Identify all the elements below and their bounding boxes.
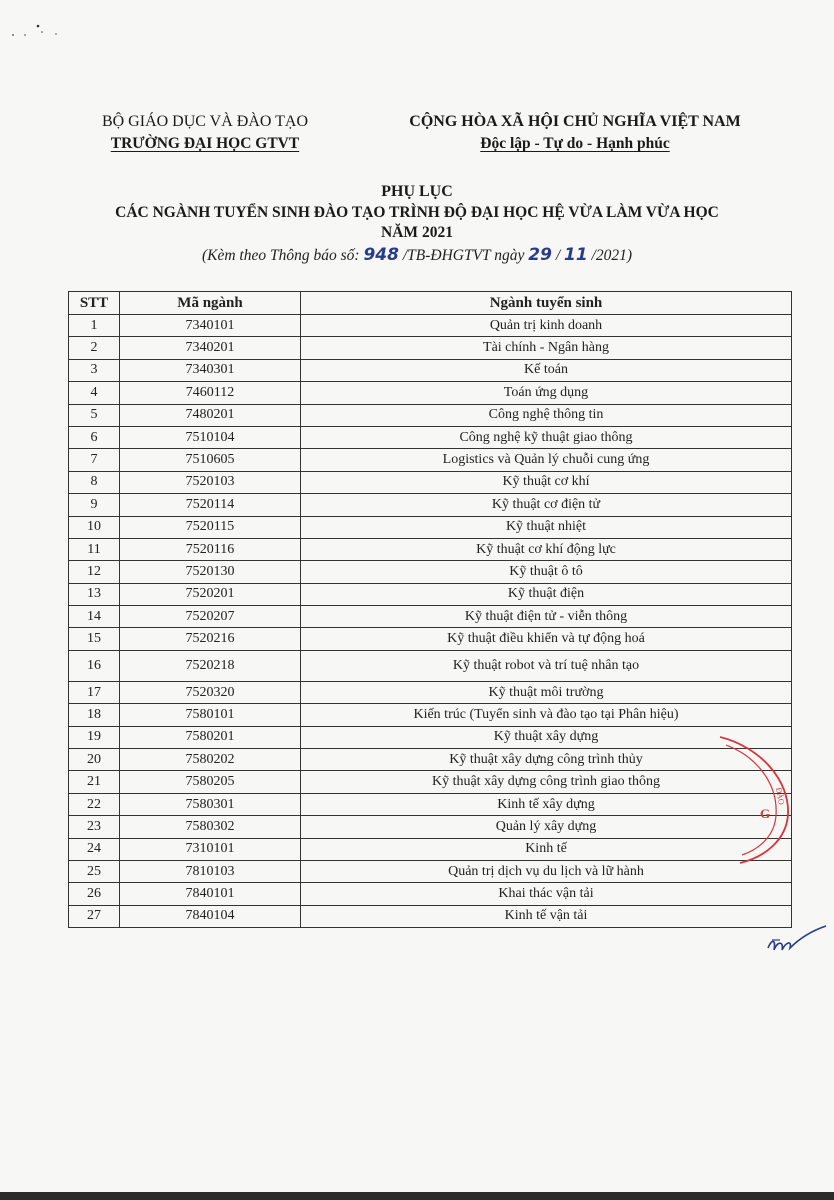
table-row xyxy=(69,771,792,793)
row-stt: 24 xyxy=(69,838,120,860)
ministry-name: BỘ GIÁO DỤC VÀ ĐÀO TẠO xyxy=(101,113,309,130)
reference-day: 29 xyxy=(528,245,552,265)
row-major: Kỹ thuật xây dựng xyxy=(301,726,792,748)
row-stt: 8 xyxy=(69,471,120,493)
row-major: Kỹ thuật cơ khí xyxy=(301,471,792,493)
table-row xyxy=(69,838,792,860)
row-code: 7520130 xyxy=(120,561,301,583)
university-name: TRƯỜNG ĐẠI HỌC GTVT xyxy=(110,135,300,152)
row-code: 7580302 xyxy=(120,816,301,838)
row-major: Kinh tế xây dựng xyxy=(301,793,792,815)
table-row xyxy=(69,650,792,681)
row-major: Quản trị kinh doanh xyxy=(301,315,792,337)
row-code: 7580205 xyxy=(120,771,301,793)
row-major: Kỹ thuật cơ khí động lực xyxy=(301,538,792,560)
row-stt: 16 xyxy=(69,650,120,681)
table-row xyxy=(69,449,792,471)
row-code: 7520216 xyxy=(120,628,301,650)
table-row xyxy=(69,749,792,771)
table-header-row xyxy=(69,292,792,315)
row-major: Công nghệ thông tin xyxy=(301,404,792,426)
row-stt: 15 xyxy=(69,628,120,650)
row-code: 7520114 xyxy=(120,494,301,516)
row-major: Kỹ thuật ô tô xyxy=(301,561,792,583)
row-code: 7580101 xyxy=(120,704,301,726)
row-stt: 4 xyxy=(69,382,120,404)
row-code: 7520207 xyxy=(120,606,301,628)
appendix-title: PHỤ LỤC xyxy=(381,183,453,200)
row-code: 7580201 xyxy=(120,726,301,748)
reference-prefix: (Kèm theo Thông báo số: xyxy=(201,247,360,264)
table-row xyxy=(69,359,792,381)
row-major: Kỹ thuật xây dựng công trình thủy xyxy=(301,749,792,771)
reference-line xyxy=(0,243,834,268)
reference-month: 11 xyxy=(564,245,588,265)
table-row xyxy=(69,905,792,927)
national-header xyxy=(370,111,780,155)
row-stt: 11 xyxy=(69,538,120,560)
document-title-block xyxy=(0,182,834,268)
row-code: 7310101 xyxy=(120,838,301,860)
row-stt: 25 xyxy=(69,860,120,882)
row-stt: 18 xyxy=(69,704,120,726)
table-row xyxy=(69,494,792,516)
table-row xyxy=(69,337,792,359)
table-row xyxy=(69,516,792,538)
row-major: Kế toán xyxy=(301,359,792,381)
table-row xyxy=(69,561,792,583)
row-code: 7580301 xyxy=(120,793,301,815)
table-row xyxy=(69,382,792,404)
row-code: 7340301 xyxy=(120,359,301,381)
row-major: Kỹ thuật nhiệt xyxy=(301,516,792,538)
row-stt: 17 xyxy=(69,681,120,703)
table-row xyxy=(69,315,792,337)
row-major: Kỹ thuật điện xyxy=(301,583,792,605)
row-code: 7520116 xyxy=(120,538,301,560)
header-major: Ngành tuyển sinh xyxy=(301,292,792,315)
table-row xyxy=(69,583,792,605)
row-major: Công nghệ kỹ thuật giao thông xyxy=(301,426,792,448)
row-code: 7810103 xyxy=(120,860,301,882)
row-major: Kỹ thuật điện tử - viễn thông xyxy=(301,606,792,628)
row-major: Kỹ thuật cơ điện tử xyxy=(301,494,792,516)
header-code: Mã ngành xyxy=(120,292,301,315)
row-major: Kinh tế vận tải xyxy=(301,905,792,927)
document-title: CÁC NGÀNH TUYỂN SINH ĐÀO TẠO TRÌNH ĐỘ ĐẠI HỌC HỆ VỪA LÀM VỪA HỌC xyxy=(115,204,719,221)
table-row xyxy=(69,426,792,448)
row-stt: 20 xyxy=(69,749,120,771)
table-row xyxy=(69,471,792,493)
row-code: 7510605 xyxy=(120,449,301,471)
table-row xyxy=(69,606,792,628)
row-stt: 5 xyxy=(69,404,120,426)
row-stt: 1 xyxy=(69,315,120,337)
row-stt: 22 xyxy=(69,793,120,815)
document-year: NĂM 2021 xyxy=(381,224,453,241)
row-stt: 2 xyxy=(69,337,120,359)
table-row xyxy=(69,628,792,650)
row-code: 7340201 xyxy=(120,337,301,359)
row-major: Toán ứng dụng xyxy=(301,382,792,404)
table-row xyxy=(69,704,792,726)
row-stt: 23 xyxy=(69,816,120,838)
row-major: Khai thác vận tải xyxy=(301,883,792,905)
row-stt: 10 xyxy=(69,516,120,538)
stamp-inner-arc xyxy=(726,745,776,855)
row-stt: 12 xyxy=(69,561,120,583)
row-major: Kỹ thuật xây dựng công trình giao thông xyxy=(301,771,792,793)
scan-bottom-edge xyxy=(0,1192,834,1200)
row-stt: 21 xyxy=(69,771,120,793)
official-stamp xyxy=(720,735,810,865)
row-code: 7520115 xyxy=(120,516,301,538)
reference-number: 948 xyxy=(363,245,399,265)
table-row xyxy=(69,793,792,815)
row-code: 7840104 xyxy=(120,905,301,927)
row-code: 7480201 xyxy=(120,404,301,426)
table-row xyxy=(69,816,792,838)
row-code: 7520218 xyxy=(120,650,301,681)
row-stt: 19 xyxy=(69,726,120,748)
row-code: 7520103 xyxy=(120,471,301,493)
row-stt: 3 xyxy=(69,359,120,381)
row-stt: 27 xyxy=(69,905,120,927)
row-major: Kỹ thuật điều khiển và tự động hoá xyxy=(301,628,792,650)
row-major: Quản trị dịch vụ du lịch và lữ hành xyxy=(301,860,792,882)
row-major: Tài chính - Ngân hàng xyxy=(301,337,792,359)
row-code: 7520320 xyxy=(120,681,301,703)
table-row xyxy=(69,404,792,426)
row-stt: 7 xyxy=(69,449,120,471)
row-code: 7580202 xyxy=(120,749,301,771)
signature-initials xyxy=(762,920,832,960)
reference-mid: /TB-ĐHGTVT ngày xyxy=(402,247,525,264)
row-major: Kinh tế xyxy=(301,838,792,860)
row-stt: 13 xyxy=(69,583,120,605)
row-major: Kiến trúc (Tuyển sinh và đào tạo tại Phân hiệu) xyxy=(301,704,792,726)
row-stt: 6 xyxy=(69,426,120,448)
national-title: CỘNG HÒA XÃ HỘI CHỦ NGHĨA VIỆT NAM xyxy=(409,113,741,130)
table-row xyxy=(69,883,792,905)
row-major: Kỹ thuật robot và trí tuệ nhân tạo xyxy=(301,650,792,681)
table-body xyxy=(69,315,792,928)
row-stt: 26 xyxy=(69,883,120,905)
stamp-text-1: ĐÀO xyxy=(774,786,786,806)
row-code: 7340101 xyxy=(120,315,301,337)
reference-sep: / xyxy=(555,247,561,264)
row-code: 7840101 xyxy=(120,883,301,905)
table-row xyxy=(69,538,792,560)
ministry-header xyxy=(60,111,350,155)
scan-specks xyxy=(8,22,68,52)
header-stt: STT xyxy=(69,292,120,315)
reference-year: /2021) xyxy=(591,247,633,264)
row-code: 7510104 xyxy=(120,426,301,448)
table-row xyxy=(69,681,792,703)
row-major: Quản lý xây dựng xyxy=(301,816,792,838)
stamp-text-2: G xyxy=(760,806,771,821)
row-code: 7520201 xyxy=(120,583,301,605)
row-stt: 14 xyxy=(69,606,120,628)
table-row xyxy=(69,860,792,882)
table-row xyxy=(69,726,792,748)
row-major: Kỹ thuật môi trường xyxy=(301,681,792,703)
row-major: Logistics và Quản lý chuỗi cung ứng xyxy=(301,449,792,471)
national-motto: Độc lập - Tự do - Hạnh phúc xyxy=(480,135,670,152)
row-code: 7460112 xyxy=(120,382,301,404)
row-stt: 9 xyxy=(69,494,120,516)
majors-table xyxy=(68,291,792,928)
